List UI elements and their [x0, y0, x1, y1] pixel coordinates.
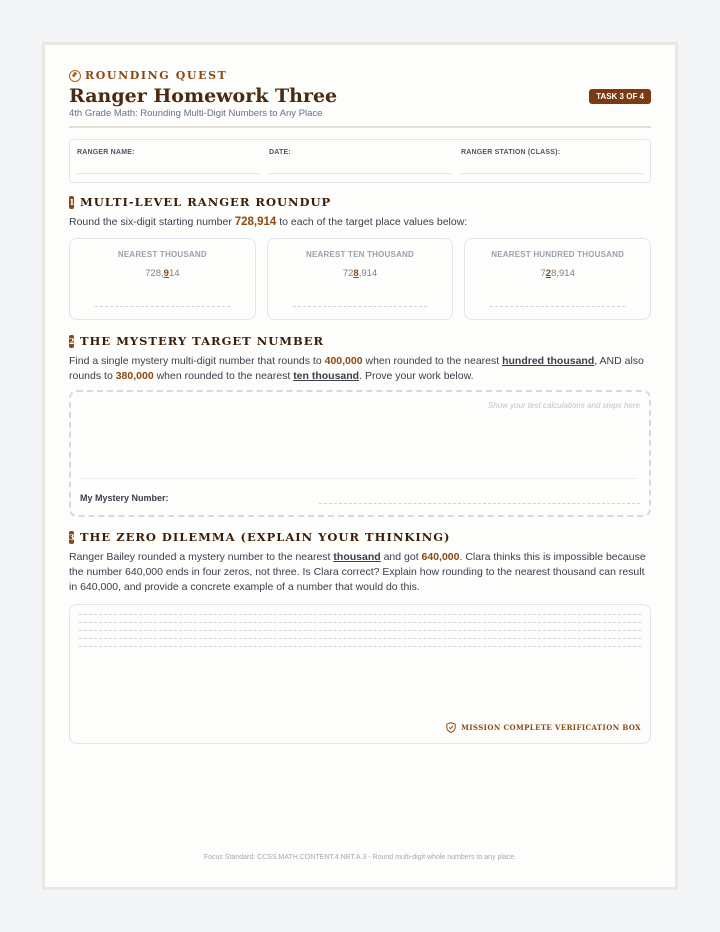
card-label: NEAREST TEN THOUSAND: [306, 250, 415, 259]
card-nearest-hundred-thousand: [464, 238, 651, 320]
ranger-name-field[interactable]: [77, 140, 259, 182]
target-digit: 9: [163, 268, 169, 279]
answer-line[interactable]: [490, 306, 625, 307]
date-line: [269, 173, 451, 174]
writing-line: [79, 614, 641, 615]
writing-line: [79, 622, 641, 623]
starting-number: 728,914: [234, 216, 277, 228]
focus-standard-footer: Focus Standard: CCSS.MATH.CONTENT.4.NBT.A.3 - Round multi-digit whole numbers to any place.: [203, 854, 517, 861]
answer-line[interactable]: [95, 306, 230, 307]
ranger-info-box: [69, 139, 651, 183]
writing-line: [79, 646, 641, 647]
card-label: NEAREST THOUSAND: [117, 250, 207, 259]
card-label: NEAREST HUNDRED THOUSAND: [491, 250, 625, 259]
work-area[interactable]: [69, 390, 651, 517]
instructions-text: . Clara thinks this is impossible because the number 640,000 ends in four zeros, not three. Is Clara correct? Explain how rounding to the nearest thousand can result in 640,000, and provide a concrete example of a number that would do this.: [69, 551, 646, 593]
verification-label: [446, 722, 641, 733]
number-part: 728,: [145, 268, 164, 279]
card-number: [268, 268, 453, 279]
number-part: 14: [168, 268, 180, 279]
number-part: 7: [540, 268, 546, 279]
kicker-label: ROUNDING QUEST: [85, 69, 228, 82]
task-badge: TASK 3 OF 4: [589, 89, 651, 104]
mystery-number-label: My Mystery Number:: [80, 493, 169, 503]
instructions-text: Round the six-digit starting number: [69, 216, 235, 228]
section-2-number: 2: [69, 335, 76, 346]
writing-line: [79, 638, 641, 639]
rounded-value: 640,000: [421, 551, 460, 563]
page-subtitle: 4th Grade Math: Rounding Multi-Digit Numbers to Any Place: [69, 108, 323, 119]
card-nearest-ten-thousand: [267, 238, 454, 320]
instructions-text: to each of the target place values below:: [276, 216, 468, 228]
mystery-number-line[interactable]: [319, 503, 640, 504]
section-3-number: 3: [69, 531, 76, 542]
section-1-number: 1: [69, 196, 76, 207]
section-3-heading: [69, 530, 651, 544]
target-digit: 8: [353, 268, 359, 279]
section-1-instructions: [69, 215, 651, 230]
number-part: 72: [342, 268, 354, 279]
date-field[interactable]: [269, 140, 451, 182]
page-title: Ranger Homework Three: [69, 85, 338, 107]
verification-text: MISSION COMPLETE VERIFICATION BOX: [461, 723, 641, 732]
header-divider: [69, 126, 651, 128]
target-digit: 2: [545, 268, 552, 279]
answer-line[interactable]: [293, 306, 428, 307]
card-number: [70, 268, 255, 279]
instructions-text: , AND also rounds to: [69, 355, 644, 382]
date-label: DATE:: [269, 149, 291, 156]
writing-line: [79, 630, 641, 631]
shield-check-icon: [446, 722, 456, 733]
instructions-text: when rounded to the nearest: [362, 355, 503, 367]
place-value-term: hundred thousand: [502, 355, 595, 367]
work-hint: Show your test calculations and steps here: [487, 401, 640, 410]
title-row: [69, 85, 651, 119]
target-value: 400,000: [324, 355, 363, 367]
instructions-text: Ranger Bailey rounded a mystery number to the nearest: [69, 551, 334, 563]
title-block: [69, 85, 337, 119]
number-part: ,914: [358, 268, 378, 279]
ranger-station-line: [461, 173, 643, 174]
section-2-title: THE MYSTERY TARGET NUMBER: [80, 334, 325, 348]
instructions-text: when rounded to the nearest: [153, 370, 294, 382]
ranger-station-field[interactable]: [461, 140, 643, 182]
worksheet-page: [45, 45, 675, 887]
section-2-instructions: [69, 354, 651, 384]
ranger-name-line: [77, 173, 259, 174]
quest-kicker: [69, 69, 651, 82]
section-1-heading: [69, 195, 651, 209]
rounding-cards: [69, 238, 651, 320]
section-3-instructions: [69, 550, 651, 595]
place-value-term: thousand: [333, 551, 381, 563]
section-3-title: THE ZERO DILEMMA (EXPLAIN YOUR THINKING): [80, 530, 451, 544]
section-2-heading: [69, 334, 651, 348]
card-number: [465, 268, 650, 279]
instructions-text: Find a single mystery multi-digit number that rounds to: [69, 355, 325, 367]
place-value-term: ten thousand: [293, 370, 360, 382]
target-value: 380,000: [115, 370, 154, 382]
compass-icon: [69, 70, 81, 82]
section-1-title: MULTI-LEVEL RANGER ROUNDUP: [80, 195, 332, 209]
ranger-station-label: RANGER STATION (CLASS):: [461, 149, 561, 156]
card-nearest-thousand: [69, 238, 256, 320]
work-divider: [80, 478, 637, 479]
instructions-text: and got: [380, 551, 422, 563]
number-part: 8,914: [551, 268, 575, 279]
instructions-text: . Prove your work below.: [359, 370, 474, 382]
ranger-name-label: RANGER NAME:: [77, 149, 135, 156]
explanation-box[interactable]: [69, 604, 651, 744]
worksheet-frame: [42, 42, 678, 890]
